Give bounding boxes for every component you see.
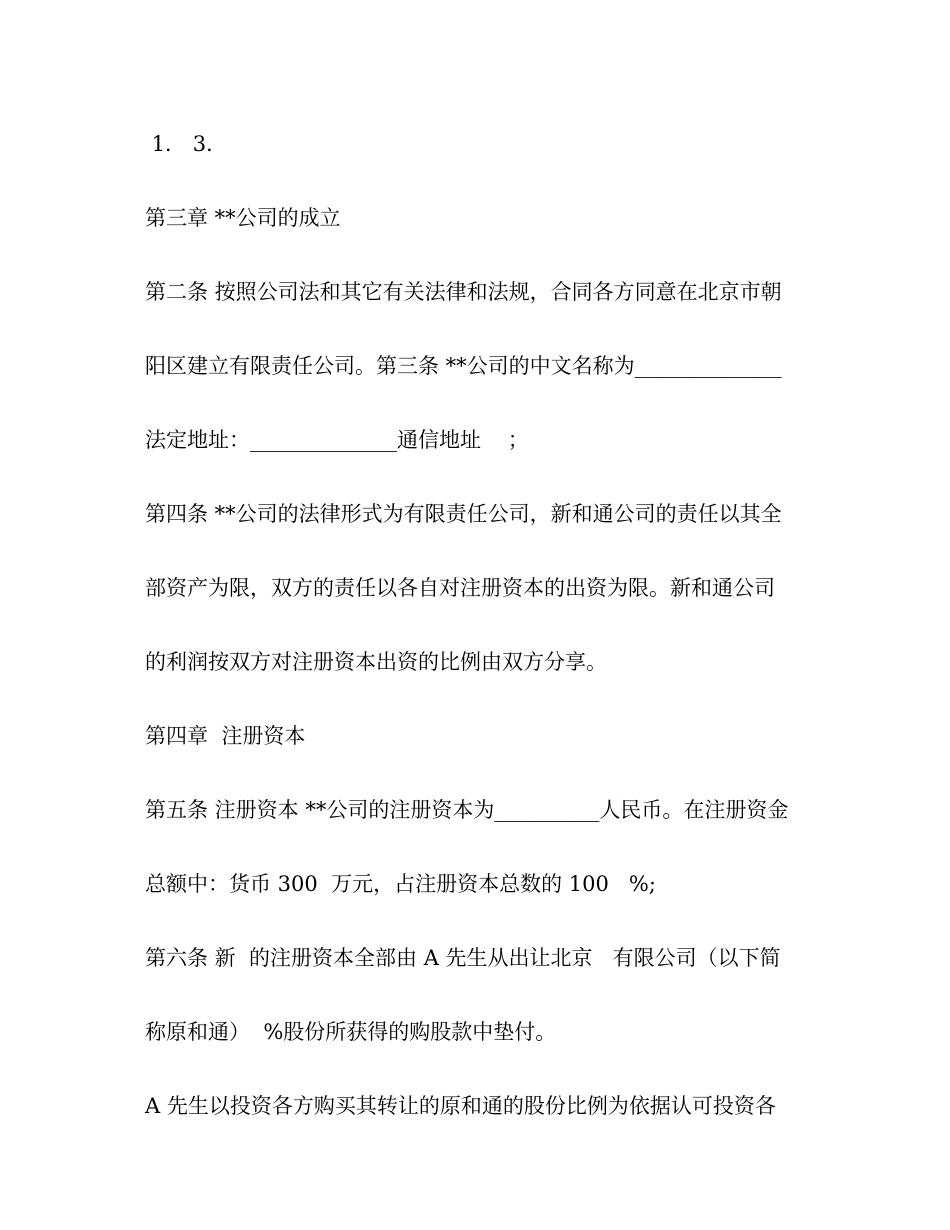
chapter-heading-4: 第四章 注册资本	[145, 724, 306, 748]
article-5-line-2: 总额中：货币 300 万元，占注册资本总数的 100 %;	[145, 872, 656, 896]
article-6-line-1: 第六条 新 的注册资本全部由 A 先生从出让北京 有限公司（以下简	[145, 946, 781, 970]
article-4-line-1: 第四条 **公司的法律形式为有限责任公司，新和通公司的责任以其全	[145, 502, 782, 526]
address-line: 法定地址：______________通信地址 ；	[145, 428, 529, 452]
article-6-line-2: 称原和通） %股份所获得的购股款中垫付。	[145, 1020, 557, 1044]
article-4-line-2: 部资产为限，双方的责任以各自对注册资本的出资为限。新和通公司	[145, 576, 775, 600]
article-5-line-1: 第五条 注册资本 **公司的注册资本为__________人民币。在注册资金	[145, 798, 789, 822]
article-2-line-2: 阳区建立有限责任公司。第三条 **公司的中文名称为______________	[145, 354, 782, 378]
article-6-line-3: A 先生以投资各方购买其转让的原和通的股份比例为依据认可投资各	[145, 1094, 776, 1118]
article-2-line-1: 第二条 按照公司法和其它有关法律和法规，合同各方同意在北京市朝	[145, 280, 782, 304]
article-4-line-3: 的利润按双方对注册资本出资的比例由双方分享。	[145, 650, 607, 674]
section-number: 1． 3．	[145, 132, 228, 156]
chapter-heading-3: 第三章 **公司的成立	[145, 206, 341, 230]
